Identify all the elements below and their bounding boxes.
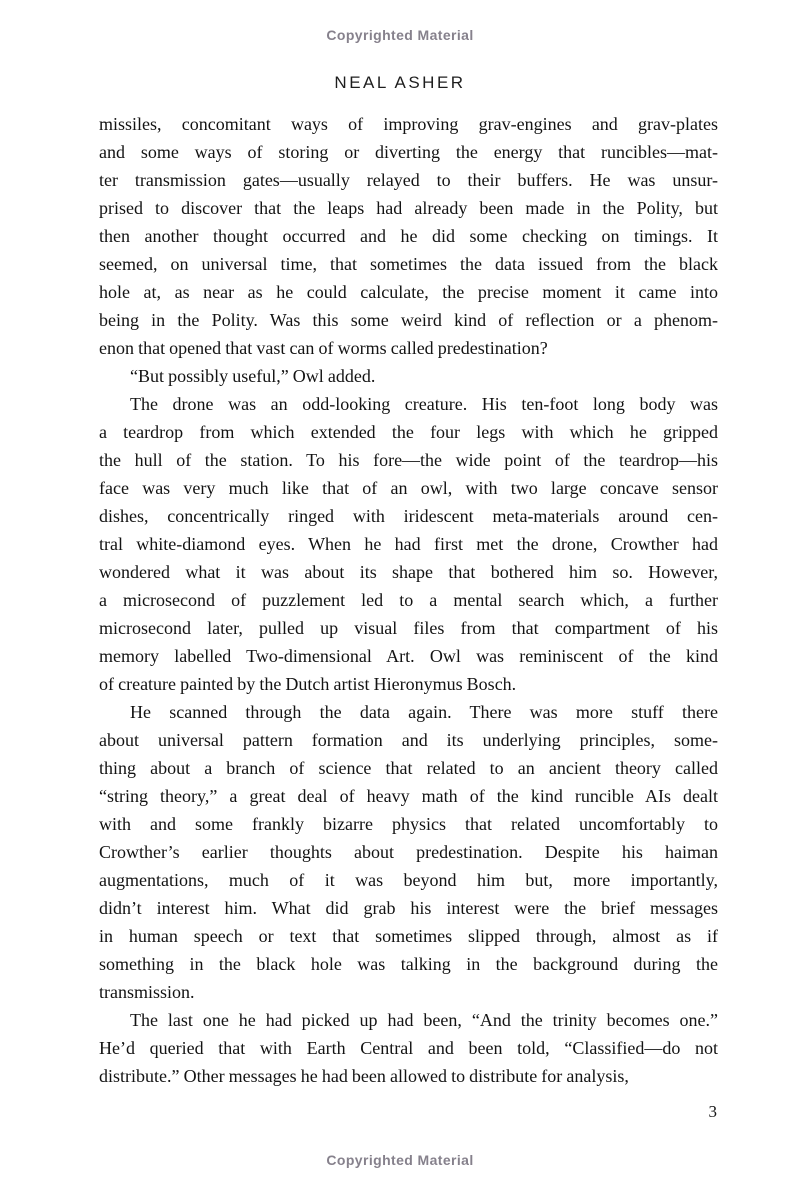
text-line: distribute.” Other messages he had been allowed to distribute for analysis, <box>99 1066 629 1086</box>
text-line: then another thought occurred and he did some checking on timings. It <box>99 226 718 246</box>
text-line: hole at, as near as he could calculate, the precise moment it came into <box>99 282 718 302</box>
text-line: dishes, concentrically ringed with iridescent meta-materials around cen- <box>99 506 718 526</box>
text-line: enon that opened that vast can of worms called predestination? <box>99 338 548 358</box>
text-line: transmission. <box>99 982 195 1002</box>
text-line: “But possibly useful,” Owl added. <box>130 366 376 386</box>
text-line: with and some frankly bizarre physics that related uncomfortably to <box>99 814 718 834</box>
text-line: The last one he had picked up had been, “And the trinity becomes one.” <box>130 1010 718 1030</box>
text-line: in human speech or text that sometimes slipped through, almost as if <box>99 926 718 946</box>
author-header: NEAL ASHER <box>334 73 466 92</box>
copyright-notice-bottom: Copyrighted Material <box>326 1152 474 1168</box>
copyright-notice-top: Copyrighted Material <box>326 27 474 43</box>
text-line: ter transmission gates—usually relayed to their buffers. He was unsur- <box>99 170 718 190</box>
text-line: being in the Polity. Was this some weird kind of reflection or a phenom- <box>99 310 718 330</box>
text-line: a microsecond of puzzlement led to a mental search which, a further <box>99 590 718 610</box>
page-number: 3 <box>708 1102 717 1121</box>
text-line: wondered what it was about its shape that bothered him so. However, <box>99 562 718 582</box>
text-line: missiles, concomitant ways of improving grav-engines and grav-plates <box>99 114 718 134</box>
text-line: Crowther’s earlier thoughts about predestination. Despite his haiman <box>99 842 718 862</box>
text-line: the hull of the station. To his fore—the wide point of the teardrop—his <box>99 450 718 470</box>
text-line: something in the black hole was talking in the background during the <box>99 954 718 974</box>
text-column <box>99 110 718 1090</box>
text-line: The drone was an odd-looking creature. His ten-foot long body was <box>130 394 718 414</box>
text-line: augmentations, much of it was beyond him but, more importantly, <box>99 870 718 890</box>
text-line: “string theory,” a great deal of heavy math of the kind runcible AIs dealt <box>99 786 718 806</box>
text-line: and some ways of storing or diverting the energy that runcibles—mat- <box>99 142 718 162</box>
text-line: He scanned through the data again. There was more stuff there <box>130 702 718 722</box>
text-line: prised to discover that the leaps had already been made in the Polity, but <box>99 198 718 218</box>
text-line: thing about a branch of science that related to an ancient theory called <box>99 758 718 778</box>
text-line: He’d queried that with Earth Central and been told, “Classified—do not <box>99 1038 718 1058</box>
text-line: microsecond later, pulled up visual files from that compartment of his <box>99 618 718 638</box>
text-line: about universal pattern formation and its underlying principles, some- <box>99 730 718 750</box>
text-line: a teardrop from which extended the four legs with which he gripped <box>99 422 718 442</box>
text-line: of creature painted by the Dutch artist Hieronymus Bosch. <box>99 674 517 694</box>
text-line: tral white-diamond eyes. When he had first met the drone, Crowther had <box>99 534 718 554</box>
text-line: didn’t interest him. What did grab his interest were the brief messages <box>99 898 718 918</box>
text-line: face was very much like that of an owl, with two large concave sensor <box>99 478 718 498</box>
text-line: memory labelled Two-dimensional Art. Owl was reminiscent of the kind <box>99 646 718 666</box>
text-line: seemed, on universal time, that sometimes the data issued from the black <box>99 254 718 274</box>
